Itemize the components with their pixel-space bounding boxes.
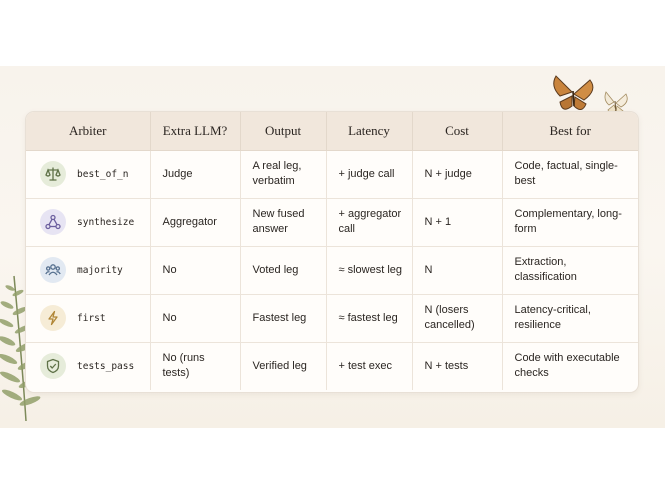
output-cell: New fused answer <box>240 198 326 246</box>
extra-llm-cell: No <box>150 294 240 342</box>
header-extra-llm: Extra LLM? <box>150 112 240 150</box>
users-icon <box>40 257 66 283</box>
extra-llm-cell: No <box>150 246 240 294</box>
comparison-table-card <box>25 111 639 393</box>
header-arbiter: Arbiter <box>26 112 150 150</box>
table-row <box>26 294 638 342</box>
extra-llm-cell: Judge <box>150 150 240 198</box>
scales-icon <box>40 161 66 187</box>
table-header-row <box>26 112 638 150</box>
latency-cell: + test exec <box>326 342 412 390</box>
output-cell: A real leg, verbatim <box>240 150 326 198</box>
header-output: Output <box>240 112 326 150</box>
cost-cell: N + judge <box>412 150 502 198</box>
latency-cell: ≈ slowest leg <box>326 246 412 294</box>
lightning-icon <box>40 305 66 331</box>
cost-cell: N + tests <box>412 342 502 390</box>
latency-cell: + judge call <box>326 150 412 198</box>
table-row <box>26 246 638 294</box>
cost-cell: N (losers cancelled) <box>412 294 502 342</box>
best-for-cell: Extraction, classification <box>502 246 638 294</box>
header-cost: Cost <box>412 112 502 150</box>
table-row <box>26 198 638 246</box>
extra-llm-cell: No (runs tests) <box>150 342 240 390</box>
latency-cell: + aggregator call <box>326 198 412 246</box>
table-row <box>26 150 638 198</box>
extra-llm-cell: Aggregator <box>150 198 240 246</box>
best-for-cell: Complementary, long-form <box>502 198 638 246</box>
arbiter-name: majority <box>77 264 123 276</box>
output-cell: Voted leg <box>240 246 326 294</box>
arbiter-name: synthesize <box>77 216 135 228</box>
header-latency: Latency <box>326 112 412 150</box>
best-for-cell: Latency-critical, resilience <box>502 294 638 342</box>
arbiter-name: tests_pass <box>77 360 135 372</box>
best-for-cell: Code with executable checks <box>514 352 620 380</box>
output-cell: Fastest leg <box>240 294 326 342</box>
arbiter-name: best_of_n <box>77 168 129 180</box>
cost-cell: N + 1 <box>412 198 502 246</box>
latency-cell: ≈ fastest leg <box>326 294 412 342</box>
cost-cell: N <box>412 246 502 294</box>
arbiter-comparison-table <box>26 112 638 390</box>
output-cell: Verified leg <box>240 342 326 390</box>
network-icon <box>40 209 66 235</box>
header-best-for: Best for <box>502 112 638 150</box>
arbiter-name: first <box>77 312 106 324</box>
table-row <box>26 342 638 390</box>
best-for-cell: Code, factual, single-best <box>502 150 638 198</box>
shield-check-icon <box>40 353 66 379</box>
